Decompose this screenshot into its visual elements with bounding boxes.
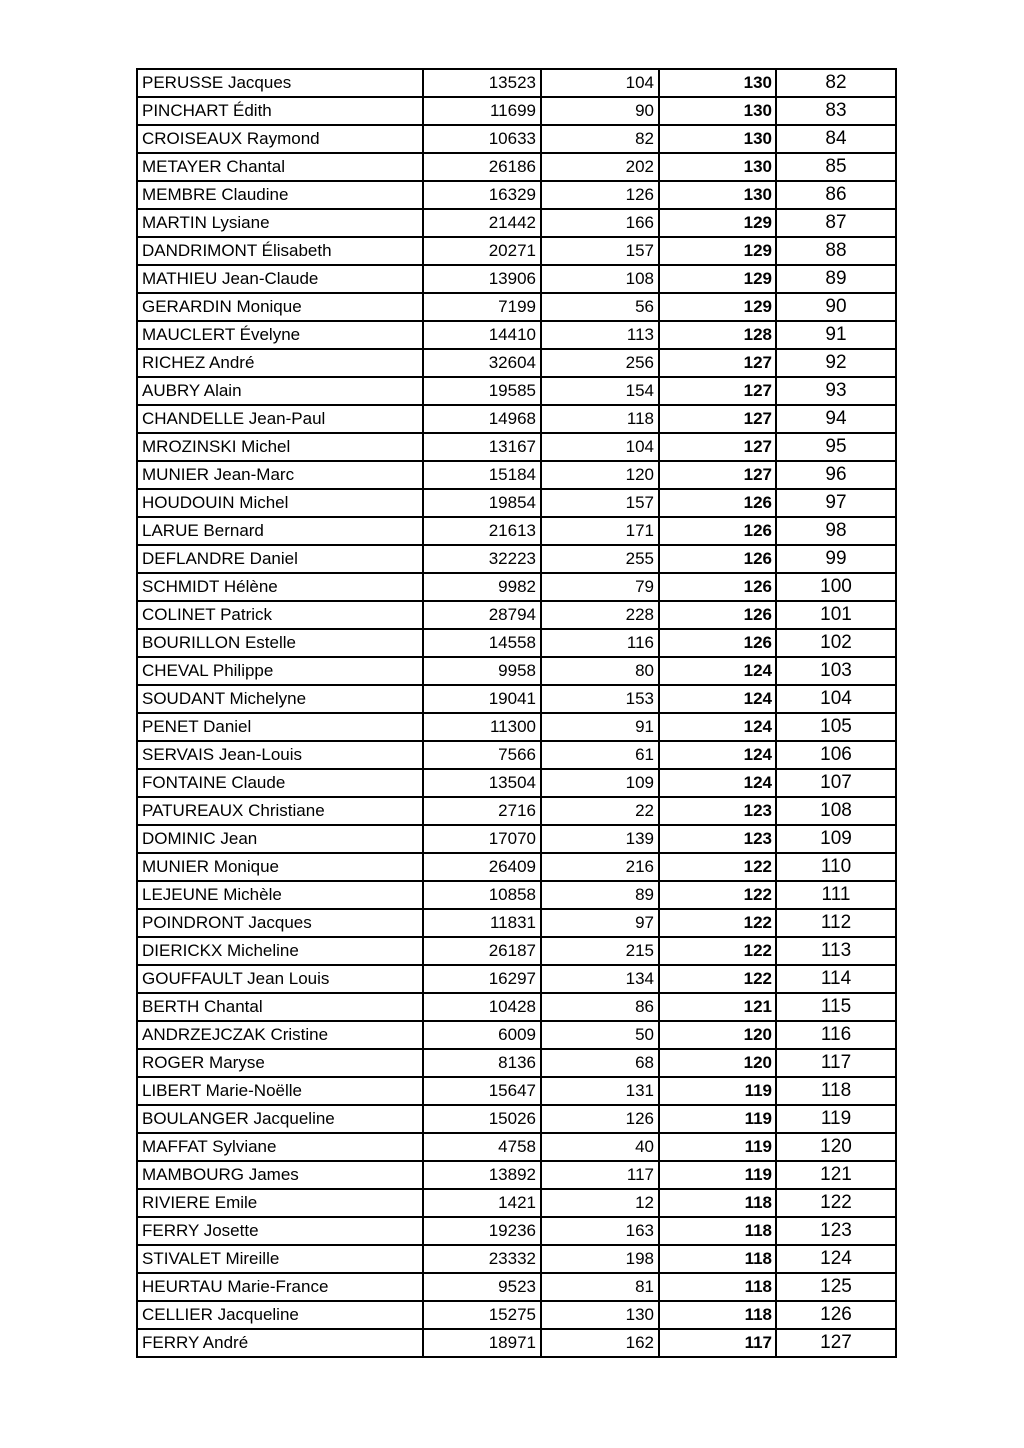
value-cell: 20271: [423, 237, 541, 265]
table-row: [137, 69, 896, 97]
value-cell: 14968: [423, 405, 541, 433]
rank-cell: 116: [776, 1021, 896, 1049]
table-row: [137, 517, 896, 545]
count-cell: 117: [541, 1161, 659, 1189]
value-cell: 7199: [423, 293, 541, 321]
table-row: [137, 741, 896, 769]
name-cell: MAFFAT Sylviane: [137, 1133, 423, 1161]
name-cell: SOUDANT Michelyne: [137, 685, 423, 713]
count-cell: 109: [541, 769, 659, 797]
value-cell: 2716: [423, 797, 541, 825]
table-row: [137, 1161, 896, 1189]
name-cell: FERRY André: [137, 1329, 423, 1357]
count-cell: 198: [541, 1245, 659, 1273]
table-row: [137, 657, 896, 685]
count-cell: 131: [541, 1077, 659, 1105]
score-cell: 126: [659, 601, 776, 629]
value-cell: 10633: [423, 125, 541, 153]
score-cell: 129: [659, 265, 776, 293]
count-cell: 228: [541, 601, 659, 629]
value-cell: 19854: [423, 489, 541, 517]
table-row: [137, 1133, 896, 1161]
count-cell: 56: [541, 293, 659, 321]
score-cell: 120: [659, 1021, 776, 1049]
score-cell: 123: [659, 797, 776, 825]
name-cell: BOULANGER Jacqueline: [137, 1105, 423, 1133]
value-cell: 14410: [423, 321, 541, 349]
value-cell: 15647: [423, 1077, 541, 1105]
rank-cell: 97: [776, 489, 896, 517]
value-cell: 26186: [423, 153, 541, 181]
score-cell: 118: [659, 1217, 776, 1245]
name-cell: POINDRONT Jacques: [137, 909, 423, 937]
table-row: [137, 1049, 896, 1077]
count-cell: 97: [541, 909, 659, 937]
value-cell: 13167: [423, 433, 541, 461]
table-row: [137, 377, 896, 405]
rank-cell: 99: [776, 545, 896, 573]
table-row: [137, 321, 896, 349]
score-cell: 124: [659, 713, 776, 741]
rank-cell: 100: [776, 573, 896, 601]
value-cell: 7566: [423, 741, 541, 769]
rank-cell: 92: [776, 349, 896, 377]
table-row: [137, 433, 896, 461]
table-row: [137, 461, 896, 489]
count-cell: 216: [541, 853, 659, 881]
table-row: [137, 937, 896, 965]
rank-cell: 82: [776, 69, 896, 97]
value-cell: 11831: [423, 909, 541, 937]
score-cell: 126: [659, 629, 776, 657]
name-cell: FERRY Josette: [137, 1217, 423, 1245]
table-row: [137, 1021, 896, 1049]
rank-cell: 123: [776, 1217, 896, 1245]
count-cell: 91: [541, 713, 659, 741]
rank-cell: 105: [776, 713, 896, 741]
score-cell: 118: [659, 1273, 776, 1301]
score-cell: 130: [659, 153, 776, 181]
count-cell: 81: [541, 1273, 659, 1301]
score-cell: 119: [659, 1077, 776, 1105]
value-cell: 15026: [423, 1105, 541, 1133]
value-cell: 13504: [423, 769, 541, 797]
rank-cell: 115: [776, 993, 896, 1021]
name-cell: MUNIER Monique: [137, 853, 423, 881]
score-cell: 127: [659, 461, 776, 489]
count-cell: 79: [541, 573, 659, 601]
count-cell: 104: [541, 69, 659, 97]
score-cell: 127: [659, 405, 776, 433]
count-cell: 12: [541, 1189, 659, 1217]
rank-cell: 114: [776, 965, 896, 993]
count-cell: 113: [541, 321, 659, 349]
score-cell: 121: [659, 993, 776, 1021]
value-cell: 19585: [423, 377, 541, 405]
rank-cell: 120: [776, 1133, 896, 1161]
table-row: [137, 1077, 896, 1105]
value-cell: 14558: [423, 629, 541, 657]
rank-cell: 84: [776, 125, 896, 153]
value-cell: 13906: [423, 265, 541, 293]
rank-cell: 86: [776, 181, 896, 209]
name-cell: MAMBOURG James: [137, 1161, 423, 1189]
value-cell: 11699: [423, 97, 541, 125]
count-cell: 134: [541, 965, 659, 993]
name-cell: HOUDOUIN Michel: [137, 489, 423, 517]
count-cell: 86: [541, 993, 659, 1021]
name-cell: GOUFFAULT Jean Louis: [137, 965, 423, 993]
score-cell: 129: [659, 293, 776, 321]
table-row: [137, 265, 896, 293]
value-cell: 19236: [423, 1217, 541, 1245]
score-cell: 124: [659, 685, 776, 713]
rank-cell: 125: [776, 1273, 896, 1301]
score-cell: 122: [659, 965, 776, 993]
table-row: [137, 181, 896, 209]
score-cell: 120: [659, 1049, 776, 1077]
table-row: [137, 853, 896, 881]
table-row: [137, 1105, 896, 1133]
score-cell: 127: [659, 349, 776, 377]
value-cell: 32604: [423, 349, 541, 377]
rank-cell: 88: [776, 237, 896, 265]
value-cell: 9982: [423, 573, 541, 601]
rank-cell: 85: [776, 153, 896, 181]
rank-cell: 124: [776, 1245, 896, 1273]
name-cell: MEMBRE Claudine: [137, 181, 423, 209]
name-cell: DIERICKX Micheline: [137, 937, 423, 965]
name-cell: HEURTAU Marie-France: [137, 1273, 423, 1301]
value-cell: 13523: [423, 69, 541, 97]
score-cell: 124: [659, 769, 776, 797]
rank-cell: 104: [776, 685, 896, 713]
value-cell: 26409: [423, 853, 541, 881]
value-cell: 21442: [423, 209, 541, 237]
rank-cell: 96: [776, 461, 896, 489]
count-cell: 255: [541, 545, 659, 573]
table-row: [137, 1189, 896, 1217]
name-cell: LEJEUNE Michèle: [137, 881, 423, 909]
value-cell: 10428: [423, 993, 541, 1021]
name-cell: STIVALET Mireille: [137, 1245, 423, 1273]
value-cell: 28794: [423, 601, 541, 629]
count-cell: 130: [541, 1301, 659, 1329]
score-cell: 130: [659, 69, 776, 97]
count-cell: 90: [541, 97, 659, 125]
score-cell: 126: [659, 517, 776, 545]
count-cell: 80: [541, 657, 659, 685]
name-cell: CELLIER Jacqueline: [137, 1301, 423, 1329]
rank-cell: 83: [776, 97, 896, 125]
name-cell: SCHMIDT Hélène: [137, 573, 423, 601]
table-row: [137, 797, 896, 825]
value-cell: 16297: [423, 965, 541, 993]
count-cell: 118: [541, 405, 659, 433]
rank-cell: 126: [776, 1301, 896, 1329]
score-cell: 124: [659, 657, 776, 685]
score-cell: 122: [659, 937, 776, 965]
name-cell: BERTH Chantal: [137, 993, 423, 1021]
name-cell: MARTIN Lysiane: [137, 209, 423, 237]
count-cell: 50: [541, 1021, 659, 1049]
table-row: [137, 601, 896, 629]
count-cell: 126: [541, 1105, 659, 1133]
score-cell: 129: [659, 209, 776, 237]
table-row: [137, 545, 896, 573]
value-cell: 9523: [423, 1273, 541, 1301]
results-table: [136, 68, 897, 1358]
table-row: [137, 405, 896, 433]
rank-cell: 111: [776, 881, 896, 909]
value-cell: 15184: [423, 461, 541, 489]
rank-cell: 95: [776, 433, 896, 461]
table-row: [137, 125, 896, 153]
table-row: [137, 769, 896, 797]
score-cell: 122: [659, 909, 776, 937]
value-cell: 8136: [423, 1049, 541, 1077]
score-cell: 126: [659, 489, 776, 517]
name-cell: METAYER Chantal: [137, 153, 423, 181]
value-cell: 16329: [423, 181, 541, 209]
name-cell: CHANDELLE Jean-Paul: [137, 405, 423, 433]
table-row: [137, 881, 896, 909]
name-cell: COLINET Patrick: [137, 601, 423, 629]
value-cell: 10858: [423, 881, 541, 909]
score-cell: 117: [659, 1329, 776, 1357]
table-row: [137, 685, 896, 713]
table-row: [137, 237, 896, 265]
name-cell: RICHEZ André: [137, 349, 423, 377]
table-row: [137, 965, 896, 993]
count-cell: 22: [541, 797, 659, 825]
rank-cell: 117: [776, 1049, 896, 1077]
value-cell: 18971: [423, 1329, 541, 1357]
name-cell: MUNIER Jean-Marc: [137, 461, 423, 489]
table-row: [137, 1245, 896, 1273]
value-cell: 1421: [423, 1189, 541, 1217]
value-cell: 13892: [423, 1161, 541, 1189]
table-row: [137, 293, 896, 321]
table-row: [137, 573, 896, 601]
results-table-body: [137, 69, 896, 1357]
count-cell: 157: [541, 489, 659, 517]
value-cell: 15275: [423, 1301, 541, 1329]
rank-cell: 107: [776, 769, 896, 797]
count-cell: 256: [541, 349, 659, 377]
count-cell: 163: [541, 1217, 659, 1245]
count-cell: 82: [541, 125, 659, 153]
score-cell: 127: [659, 377, 776, 405]
score-cell: 126: [659, 545, 776, 573]
value-cell: 32223: [423, 545, 541, 573]
score-cell: 129: [659, 237, 776, 265]
score-cell: 130: [659, 181, 776, 209]
table-row: [137, 825, 896, 853]
rank-cell: 101: [776, 601, 896, 629]
count-cell: 157: [541, 237, 659, 265]
table-row: [137, 993, 896, 1021]
table-row: [137, 629, 896, 657]
count-cell: 139: [541, 825, 659, 853]
count-cell: 215: [541, 937, 659, 965]
score-cell: 119: [659, 1105, 776, 1133]
score-cell: 119: [659, 1133, 776, 1161]
name-cell: RIVIERE Emile: [137, 1189, 423, 1217]
rank-cell: 113: [776, 937, 896, 965]
value-cell: 23332: [423, 1245, 541, 1273]
name-cell: FONTAINE Claude: [137, 769, 423, 797]
rank-cell: 106: [776, 741, 896, 769]
table-row: [137, 97, 896, 125]
count-cell: 154: [541, 377, 659, 405]
name-cell: PATUREAUX Christiane: [137, 797, 423, 825]
score-cell: 130: [659, 125, 776, 153]
count-cell: 40: [541, 1133, 659, 1161]
score-cell: 128: [659, 321, 776, 349]
count-cell: 162: [541, 1329, 659, 1357]
name-cell: MAUCLERT Évelyne: [137, 321, 423, 349]
rank-cell: 89: [776, 265, 896, 293]
rank-cell: 118: [776, 1077, 896, 1105]
count-cell: 116: [541, 629, 659, 657]
count-cell: 104: [541, 433, 659, 461]
rank-cell: 122: [776, 1189, 896, 1217]
rank-cell: 119: [776, 1105, 896, 1133]
name-cell: LIBERT Marie-Noëlle: [137, 1077, 423, 1105]
rank-cell: 94: [776, 405, 896, 433]
value-cell: 26187: [423, 937, 541, 965]
name-cell: AUBRY Alain: [137, 377, 423, 405]
name-cell: PERUSSE Jacques: [137, 69, 423, 97]
name-cell: MROZINSKI Michel: [137, 433, 423, 461]
table-row: [137, 713, 896, 741]
rank-cell: 87: [776, 209, 896, 237]
value-cell: 11300: [423, 713, 541, 741]
count-cell: 89: [541, 881, 659, 909]
score-cell: 122: [659, 853, 776, 881]
rank-cell: 112: [776, 909, 896, 937]
score-cell: 118: [659, 1301, 776, 1329]
rank-cell: 109: [776, 825, 896, 853]
name-cell: DOMINIC Jean: [137, 825, 423, 853]
value-cell: 9958: [423, 657, 541, 685]
table-row: [137, 489, 896, 517]
rank-cell: 127: [776, 1329, 896, 1357]
name-cell: CHEVAL Philippe: [137, 657, 423, 685]
score-cell: 130: [659, 97, 776, 125]
count-cell: 202: [541, 153, 659, 181]
name-cell: CROISEAUX Raymond: [137, 125, 423, 153]
score-cell: 119: [659, 1161, 776, 1189]
count-cell: 108: [541, 265, 659, 293]
rank-cell: 108: [776, 797, 896, 825]
rank-cell: 90: [776, 293, 896, 321]
score-cell: 126: [659, 573, 776, 601]
count-cell: 126: [541, 181, 659, 209]
value-cell: 4758: [423, 1133, 541, 1161]
name-cell: DEFLANDRE Daniel: [137, 545, 423, 573]
name-cell: BOURILLON Estelle: [137, 629, 423, 657]
rank-cell: 102: [776, 629, 896, 657]
name-cell: ANDRZEJCZAK Cristine: [137, 1021, 423, 1049]
rank-cell: 98: [776, 517, 896, 545]
rank-cell: 91: [776, 321, 896, 349]
score-cell: 127: [659, 433, 776, 461]
table-row: [137, 209, 896, 237]
value-cell: 19041: [423, 685, 541, 713]
value-cell: 17070: [423, 825, 541, 853]
count-cell: 61: [541, 741, 659, 769]
score-cell: 118: [659, 1245, 776, 1273]
name-cell: MATHIEU Jean-Claude: [137, 265, 423, 293]
score-cell: 122: [659, 881, 776, 909]
name-cell: DANDRIMONT Élisabeth: [137, 237, 423, 265]
name-cell: ROGER Maryse: [137, 1049, 423, 1077]
value-cell: 21613: [423, 517, 541, 545]
score-cell: 118: [659, 1189, 776, 1217]
score-cell: 124: [659, 741, 776, 769]
count-cell: 171: [541, 517, 659, 545]
table-row: [137, 1301, 896, 1329]
count-cell: 68: [541, 1049, 659, 1077]
rank-cell: 93: [776, 377, 896, 405]
table-row: [137, 1273, 896, 1301]
table-row: [137, 909, 896, 937]
count-cell: 120: [541, 461, 659, 489]
name-cell: LARUE Bernard: [137, 517, 423, 545]
score-cell: 123: [659, 825, 776, 853]
table-row: [137, 349, 896, 377]
value-cell: 6009: [423, 1021, 541, 1049]
count-cell: 153: [541, 685, 659, 713]
table-row: [137, 1217, 896, 1245]
rank-cell: 103: [776, 657, 896, 685]
rank-cell: 110: [776, 853, 896, 881]
name-cell: GERARDIN Monique: [137, 293, 423, 321]
name-cell: PINCHART Édith: [137, 97, 423, 125]
count-cell: 166: [541, 209, 659, 237]
rank-cell: 121: [776, 1161, 896, 1189]
table-row: [137, 153, 896, 181]
table-row: [137, 1329, 896, 1357]
name-cell: SERVAIS Jean-Louis: [137, 741, 423, 769]
name-cell: PENET Daniel: [137, 713, 423, 741]
